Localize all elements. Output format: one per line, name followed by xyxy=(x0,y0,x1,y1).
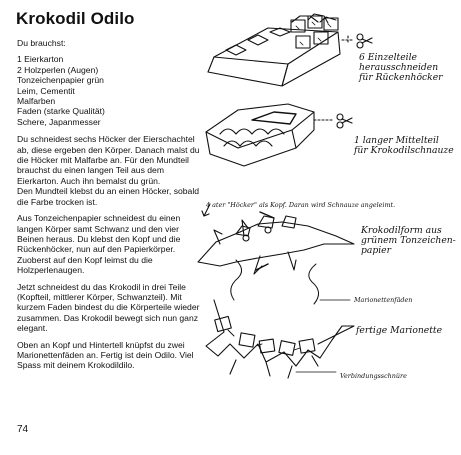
crocodile-paper-shape xyxy=(198,212,354,274)
material-item: Tonzeichenpapier grün xyxy=(17,75,104,86)
arrow-note: 4 ater "Höcker" als Kopf. Daran wird Schnauze angeleimt. xyxy=(206,201,396,209)
strings-note: Marionettenfäden xyxy=(354,296,413,304)
materials-heading: Du brauchst: xyxy=(17,38,66,48)
material-item: 1 Eierkarton xyxy=(17,54,64,65)
connecting-note: Verbindungsschnüre xyxy=(340,372,407,380)
instruction-paragraph-2: Den Mundteil klebst du an einen Höcker, sobald die Farbe trocken ist. xyxy=(17,186,200,207)
material-item: Faden (starke Qualität) xyxy=(17,106,105,117)
material-item: Schere, Japanmesser xyxy=(17,116,101,127)
instruction-paragraph-3: Aus Tonzeichenpapier schneidest du einen langen Körper samt Schwanz und den vier Beinen heraus. Du klebst den Kopf und die Rückenhöcker, nun auf den Papierkörper. Zuoberst auf den Kopf leimst du die Holzperlenaugen. xyxy=(17,213,181,276)
page-number: 74 xyxy=(17,424,29,435)
scissors-icon xyxy=(337,114,352,128)
scissors-icon xyxy=(357,34,372,48)
six-parts-note: 6 Einzelteile herausschneiden für Rückenhöcker xyxy=(359,52,443,83)
material-item: Malfarben xyxy=(17,96,56,107)
page-title: Krokodil Odilo xyxy=(16,9,135,28)
instruction-paragraph-5: Oben an Kopf und Hintertell knüpfst du zwei Marionettenfäden an. Fertig ist dein Odilo. Viel Spass mit deinem Krokodildilo. xyxy=(17,339,194,371)
long-part-note: 1 langer Mittelteil für Krokodilschnauze xyxy=(354,135,454,156)
material-item: 2 Holzperlen (Augen) xyxy=(17,64,99,75)
instructions-column xyxy=(17,38,201,377)
crocodile-marionette xyxy=(206,260,354,378)
finished-note: fertige Marionette xyxy=(356,325,443,336)
egg-carton-open-illustration xyxy=(206,104,352,166)
instruction-paragraph-4: Jetzt schneidest du das Krokodil in drei Teile (Kopfteil, mittlerer Körper, Schwanzteil). Mit kurzem Faden bindest du die Körperteile wieder zusammen. Das Krokodil bewegt sich nun ganz elegant. xyxy=(17,281,200,334)
instruction-paragraph-1: Du schneidest sechs Höcker der Eierschachtel ab, diese ergeben den Körper. Danach malst du die Höcker mit Malfarbe an. Für den Mundteil brauchst du einen langen Teil aus dem Eierkarton. Auch ihn bemalst du grün. xyxy=(17,134,200,186)
material-item: Leim, Cementit xyxy=(17,85,75,96)
body-shape-note: Krokodilform aus grünem Tonzeichen- papier xyxy=(361,225,456,256)
illustrations xyxy=(196,0,461,450)
egg-carton-illustration xyxy=(208,14,372,86)
materials-list xyxy=(17,54,201,127)
